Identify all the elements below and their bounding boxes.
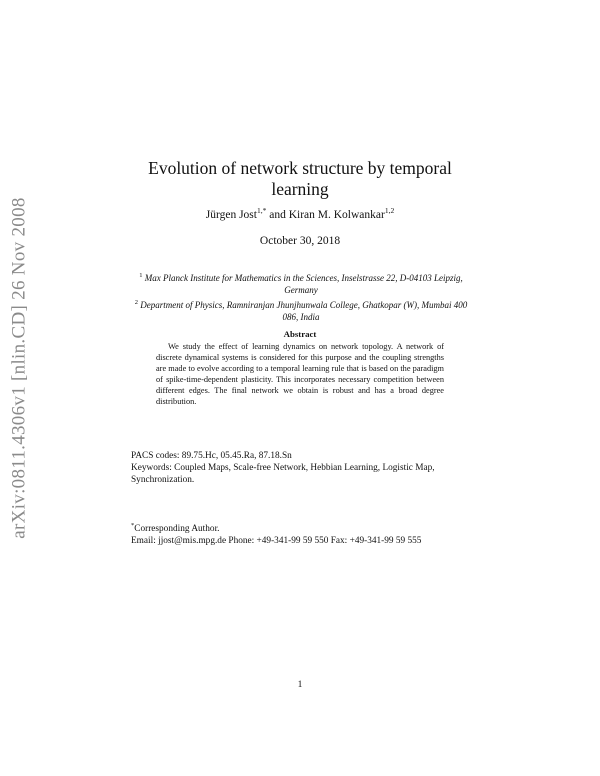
abstract-text: We study the effect of learning dynamics on network topology. A network of discrete dynamical systems is considered for this purpose and the coupling strengths are made to evolve according to a temporal learning rule that is based on the paradigm of spike-time-dependent plasticity. This incorporates necessary competition between different edges. The final network we obtain is robust and has a broad degree distribution. [156, 342, 444, 406]
affiliation-2 [128, 297, 474, 323]
affiliation-1-mark: 1 [139, 272, 143, 279]
keywords-line-1: Keywords: Coupled Maps, Scale-free Network, Hebbian Learning, Logistic Map, [131, 463, 435, 473]
author-jost: Jürgen Jost [205, 208, 257, 221]
author-list [130, 206, 470, 221]
abstract-heading: Abstract [283, 329, 317, 339]
pacs-codes: PACS codes: 89.75.Hc, 05.45.Ra, 87.18.Sn [131, 451, 292, 461]
affiliation-2-mark: 2 [134, 299, 139, 306]
paper-title: Evolution of network structure by temporal learning [148, 158, 452, 199]
arxiv-stamp [4, 175, 36, 560]
affiliation-1-text: Max Planck Institute for Mathematics in the Sciences, Inselstrasse 22, D-04103 Leipzig, Germany [144, 273, 463, 295]
author-kolwankar: Kiran M. Kolwankar [288, 208, 385, 221]
paper-date: October 30, 2018 [259, 235, 341, 247]
footnote-mark: * [131, 522, 135, 529]
arxiv-stamp-text: arXiv:0811.4306v1 [nlin.CD] 26 Nov 2008 [9, 196, 30, 539]
author-connector: and [269, 208, 286, 221]
page-number: 1 [297, 680, 303, 690]
author-jost-marks: 1,* [256, 206, 267, 215]
footnote-corresponding-text: Corresponding Author. [134, 524, 220, 535]
affiliation-1 [128, 270, 474, 296]
footnote-contact: Email: jjost@mis.mpg.de Phone: +49-341-99 59 550 Fax: +49-341-99 59 555 [131, 536, 422, 547]
author-kolwankar-marks: 1,2 [384, 206, 395, 215]
affiliations [128, 270, 474, 324]
corresponding-footnote [131, 520, 476, 547]
keywords-line-2: Synchronization. [131, 475, 195, 485]
affiliation-2-text: Department of Physics, Ramniranjan Jhunjhunwala College, Ghatkopar (W), Mumbai 400 086, India [140, 300, 468, 322]
footnote-corresponding [131, 520, 476, 535]
paper-metadata [131, 450, 476, 486]
